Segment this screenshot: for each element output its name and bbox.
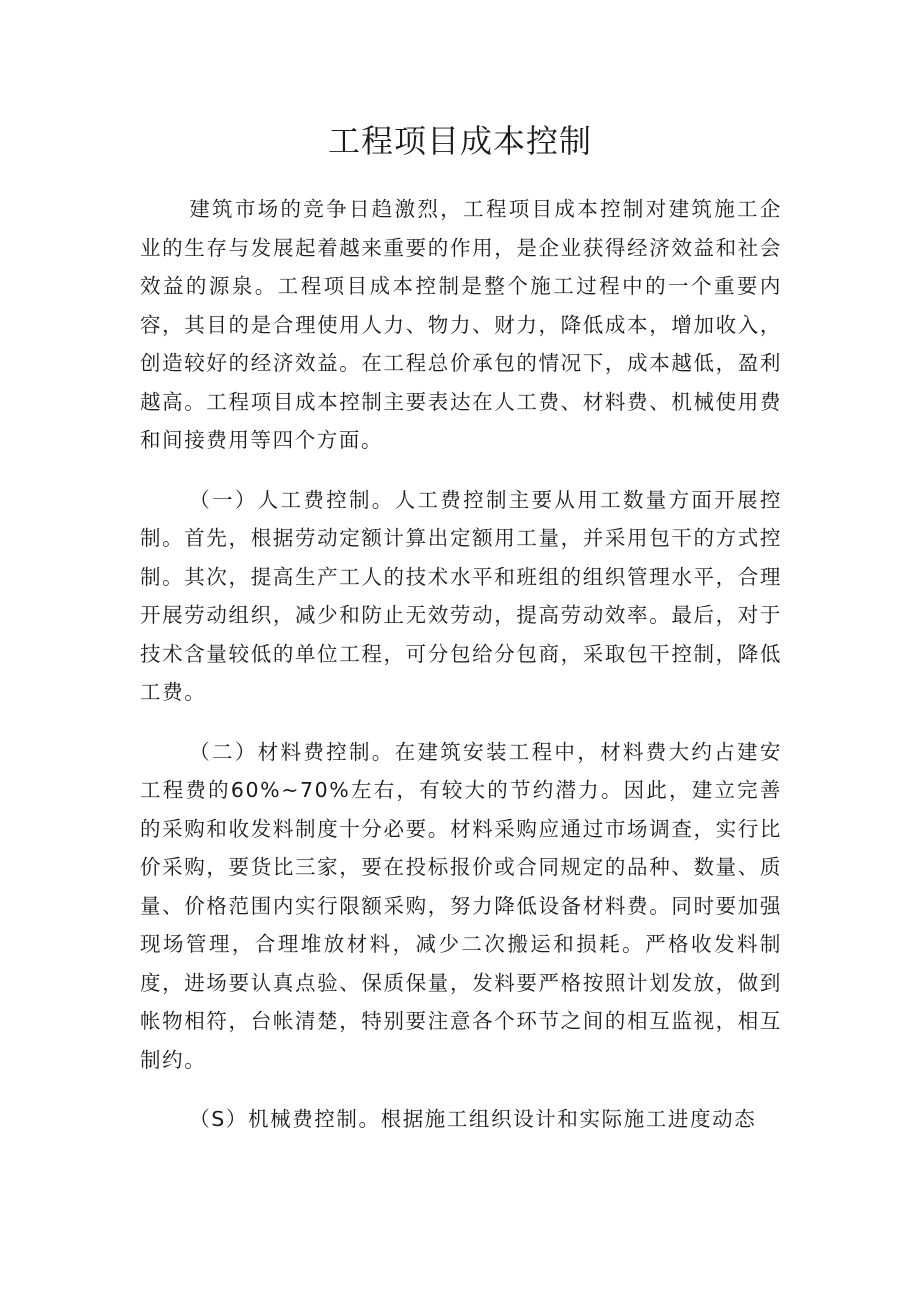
- paragraph-machinery-cost: （S）机械费控制。根据施工组织设计和实际施工进度动态: [189, 1107, 757, 1131]
- document-body: [140, 190, 782, 1139]
- paragraph-material-cost: （二）材料费控制。在建筑安装工程中，材料费大约占建安工程费的60%~70%左右，有较大的节约潜力。因此，建立完善的采购和收发料制度十分必要。材料采购应通过市场调查，实行比价采购，要货比三家，要在投标报价或合同规定的品种、数量、质量、价格范围内实行限额采购，努力降低设备材料费。同时要加强现场管理，合理堆放材料，减少二次搬运和损耗。严格收发料制度，进场要认真点验、保质保量，发料要严格按照计划发放，做到帐物相符，台帐清楚，特别要注意各个环节之间的相互监视，相互制约。: [140, 739, 782, 1072]
- document-title: 工程项目成本控制: [327, 122, 592, 160]
- paragraph-labor-cost: （一）人工费控制。人工费控制主要从用工数量方面开展控制。首先，根据劳动定额计算出定额用工量，并采用包干的方式控制。其次，提高生产工人的技术水平和班组的组织管理水平，合理开展劳动组织，减少和防止无效劳动，提高劳动效率。最后，对于技术含量较低的单位工程，可分包给分包商，采取包干控制，降低工费。: [140, 487, 782, 704]
- paragraph-intro: 建筑市场的竞争日趋激烈，工程项目成本控制对建筑施工企业的生存与发展起着越来重要的作用，是企业获得经济效益和社会效益的源泉。工程项目成本控制是整个施工过程中的一个重要内容，其目的是合理使用人力、物力、财力，降低成本，增加收入，创造较好的经济效益。在工程总价承包的情况下，成本越低，盈利越高。工程项目成本控制主要表达在人工费、材料费、机械使用费和间接费用等四个方面。: [140, 197, 782, 452]
